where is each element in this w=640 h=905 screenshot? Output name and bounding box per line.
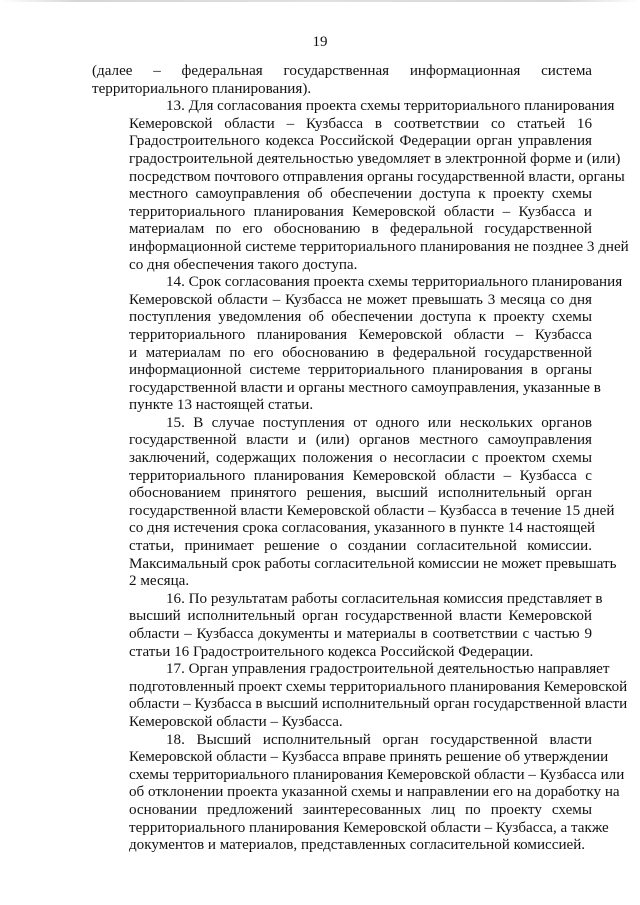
- text-line: Кемеровской области – Кузбасса не может превышать 3 месяца со дня: [129, 291, 592, 308]
- text-line: поступления уведомления об обеспечении доступа к проекту схемы: [129, 309, 592, 326]
- text-line: со дня истечения срока согласования, указанного в пункте 14 настоящей: [129, 520, 596, 537]
- text-line: 18. Высший исполнительный орган государственной власти: [166, 731, 592, 748]
- text-line: территориального планирования Кемеровской области – Кузбасса: [129, 326, 592, 343]
- text-line: 2 месяца.: [129, 573, 190, 590]
- text-line: пункте 13 настоящей статьи.: [129, 397, 314, 414]
- paragraph-p18: [92, 731, 625, 855]
- text-line: Градостроительного кодекса Российской Федерации орган управления: [129, 133, 592, 150]
- text-line: (далее – федеральная государственная информационная система: [92, 63, 592, 79]
- text-line: территориального планирования).: [92, 80, 312, 97]
- text-line: Кемеровской области – Кузбасса в соответствии со статьей 16: [129, 115, 592, 132]
- text-line: Максимальный срок работы согласительной комиссии не может превышать: [129, 555, 617, 572]
- text-line: 15. В случае поступления от одного или нескольких органов: [166, 414, 592, 431]
- paragraph-p15: [92, 414, 617, 591]
- text-line: посредством почтового отправления органы государственной власти, органы: [129, 168, 625, 185]
- paragraph-cont: [92, 63, 592, 98]
- paragraph-p14: [92, 274, 623, 415]
- text-line: подготовленный проект схемы территориального планирования Кемеровской: [129, 678, 628, 695]
- text-line: документов и материалов, представленных согласительной комиссией.: [129, 837, 586, 854]
- paragraph-p13: [92, 98, 629, 274]
- text-line: 16. По результатам работы согласительная комиссия представляет в: [166, 590, 603, 607]
- text-line: государственной власти Кемеровской области – Кузбасса в течение 15 дней: [129, 502, 615, 519]
- text-line: информационной системе территориального планирования в органы: [129, 362, 592, 379]
- text-line: Кемеровской области – Кузбасса вправе принять решение об утверждении: [129, 749, 609, 766]
- text-line: высший исполнительный орган государственной власти Кемеровской: [129, 608, 592, 625]
- text-line: обоснованием принятого решения, высший исполнительный орган: [129, 485, 592, 502]
- document-body: [92, 63, 629, 855]
- text-line: статьи, принимает решение о создании согласительной комиссии.: [129, 538, 592, 555]
- text-line: местного самоуправления об обеспечении доступа к проекту схемы: [129, 186, 592, 203]
- text-line: заключений, содержащих положения о несогласии с проектом схемы: [129, 450, 592, 467]
- text-line: и материалам по его обоснованию в федеральной государственной: [129, 344, 592, 361]
- text-line: схемы территориального планирования Кемеровской области – Кузбасса или: [129, 766, 625, 783]
- text-line: территориального планирования Кемеровской области – Кузбасса, а также: [129, 819, 609, 836]
- text-line: 13. Для согласования проекта схемы территориального планирования: [166, 98, 615, 115]
- text-line: государственной власти и (или) органов местного самоуправления: [129, 432, 592, 449]
- text-line: основании предложений заинтересованных лиц по проекту схемы: [129, 801, 592, 818]
- text-line: 17. Орган управления градостроительной деятельностью направляет: [166, 661, 610, 678]
- paragraph-p17: [92, 661, 628, 731]
- page-number: 19: [312, 34, 328, 50]
- text-line: со дня обеспечения такого доступа.: [129, 256, 358, 273]
- text-line: Кемеровской области – Кузбасса.: [129, 713, 343, 730]
- scan-edge-line: [0, 0, 640, 2]
- text-line: области – Кузбасса документы и материалы в соответствии с частью 9: [129, 626, 592, 642]
- text-line: материалам по его обоснованию в федеральной государственной: [129, 221, 592, 238]
- text-line: области – Кузбасса в высший исполнительный орган государственной власти: [129, 696, 628, 713]
- text-line: территориального планирования Кемеровской области – Кузбасса с: [129, 467, 592, 484]
- paragraph-p16: [92, 590, 603, 661]
- text-line: государственной власти и органы местного самоуправления, указанные в: [129, 379, 601, 396]
- text-line: статьи 16 Градостроительного кодекса Российской Федерации.: [129, 643, 534, 660]
- text-line: информационной системе территориального планирования не позднее 3 дней: [129, 238, 629, 255]
- text-line: градостроительной деятельностью уведомляет в электронной форме и (или): [129, 150, 621, 167]
- text-line: 14. Срок согласования проекта схемы территориального планирования: [166, 274, 623, 291]
- text-line: об отклонении проекта указанной схемы и направлении его на доработку на: [129, 784, 620, 801]
- text-line: территориального планирования Кемеровской области – Кузбасса и: [129, 203, 592, 220]
